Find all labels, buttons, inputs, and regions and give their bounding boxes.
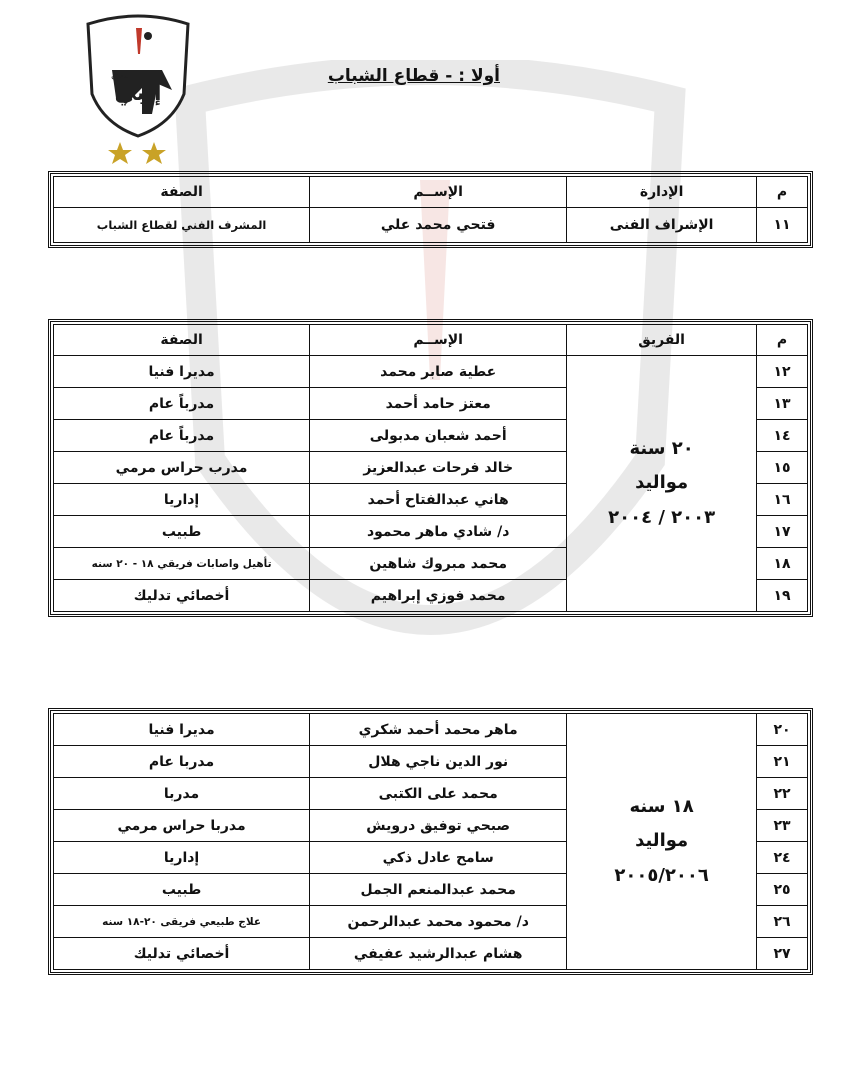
row-name: نور الدين ناجي هلال — [310, 746, 567, 778]
row-role: أخصائي تدليك — [54, 580, 310, 612]
row-name: محمد مبروك شاهين — [310, 548, 567, 580]
row-role: تأهيل واصابات فريقي ١٨ - ٢٠ سنه — [54, 548, 310, 580]
row-role: إداريا — [54, 842, 310, 874]
row-name: د/ شادي ماهر محمود — [310, 516, 567, 548]
row-name: ماهر محمد أحمد شكري — [310, 714, 567, 746]
row-role: مدرباً عام — [54, 388, 310, 420]
row-name: عطية صابر محمد — [310, 356, 567, 388]
row-role: إداريا — [54, 484, 310, 516]
page-title: أولا : - قطاع الشباب — [327, 66, 500, 86]
team-cell — [567, 356, 757, 612]
row-name: هاني عبدالفتاح أحمد — [310, 484, 567, 516]
team-born-label: مواليد — [635, 830, 689, 852]
club-logo — [82, 14, 194, 166]
row-name: محمد عبدالمنعم الجمل — [310, 874, 567, 906]
row-num: ١٤ — [757, 420, 808, 452]
team-years: ٢٠٠٣ / ٢٠٠٤ — [608, 506, 716, 528]
row-role: مديرا فنيا — [54, 714, 310, 746]
row-name: محمد على الكتبى — [310, 778, 567, 810]
svg-text:إنبي: إنبي — [114, 81, 162, 106]
header-num: م — [757, 177, 808, 208]
supervision-table — [53, 176, 808, 243]
row-num: ١٩ — [757, 580, 808, 612]
row-name: معتز حامد أحمد — [310, 388, 567, 420]
header-role: الصفة — [54, 325, 310, 356]
row-role: علاج طبيعي فريقى ٢٠-١٨ سنه — [54, 906, 310, 938]
row-name: صبحي توفيق درويش — [310, 810, 567, 842]
team-age: ١٨ سنه — [629, 796, 694, 818]
row-num: ١٦ — [757, 484, 808, 516]
row-num: ٢٢ — [757, 778, 808, 810]
row-role: مديرا فنيا — [54, 356, 310, 388]
header-role: الصفة — [54, 177, 310, 208]
svg-text:نادي: نادي — [110, 70, 130, 81]
table-row — [54, 208, 808, 243]
row-num: ١٧ — [757, 516, 808, 548]
header-num: م — [757, 325, 808, 356]
u18-team-table — [53, 713, 808, 970]
row-name: محمد فوزي إبراهيم — [310, 580, 567, 612]
row-role: أخصائي تدليك — [54, 938, 310, 970]
team-born-label: مواليد — [635, 472, 689, 494]
row-role: مدرباً عام — [54, 420, 310, 452]
row-dept: الإشراف الفنى — [567, 208, 757, 243]
table-row — [54, 714, 808, 746]
row-num: ٢٥ — [757, 874, 808, 906]
team-age: ٢٠ سنة — [629, 438, 694, 460]
row-role: المشرف الفني لقطاع الشباب — [54, 208, 310, 243]
row-num: ٢٦ — [757, 906, 808, 938]
row-num: ٢١ — [757, 746, 808, 778]
row-num: ٢٣ — [757, 810, 808, 842]
table-row — [54, 356, 808, 388]
row-role: طبيب — [54, 516, 310, 548]
row-num: ١٨ — [757, 548, 808, 580]
u20-team-table — [53, 324, 808, 612]
header-name: الإســم — [310, 325, 567, 356]
row-name: هشام عبدالرشيد عفيفي — [310, 938, 567, 970]
team-years: ٢٠٠٥/٢٠٠٦ — [614, 864, 709, 886]
row-num: ١١ — [757, 208, 808, 243]
row-name: فتحي محمد علي — [310, 208, 567, 243]
row-name: خالد فرحات عبدالعزيز — [310, 452, 567, 484]
row-role: مدربا — [54, 778, 310, 810]
row-num: ١٢ — [757, 356, 808, 388]
row-role: طبيب — [54, 874, 310, 906]
row-name: د/ محمود محمد عبدالرحمن — [310, 906, 567, 938]
row-num: ٢٧ — [757, 938, 808, 970]
row-name: سامح عادل ذكي — [310, 842, 567, 874]
row-role: مدرب حراس مرمي — [54, 452, 310, 484]
header-team: الفريق — [567, 325, 757, 356]
header-name: الإســم — [310, 177, 567, 208]
team-cell — [567, 714, 757, 970]
header-dept: الإدارة — [567, 177, 757, 208]
row-num: ٢٠ — [757, 714, 808, 746]
row-num: ٢٤ — [757, 842, 808, 874]
row-num: ١٣ — [757, 388, 808, 420]
row-name: أحمد شعبان مدبولى — [310, 420, 567, 452]
row-num: ١٥ — [757, 452, 808, 484]
row-role: مدربا حراس مرمي — [54, 810, 310, 842]
row-role: مدربا عام — [54, 746, 310, 778]
